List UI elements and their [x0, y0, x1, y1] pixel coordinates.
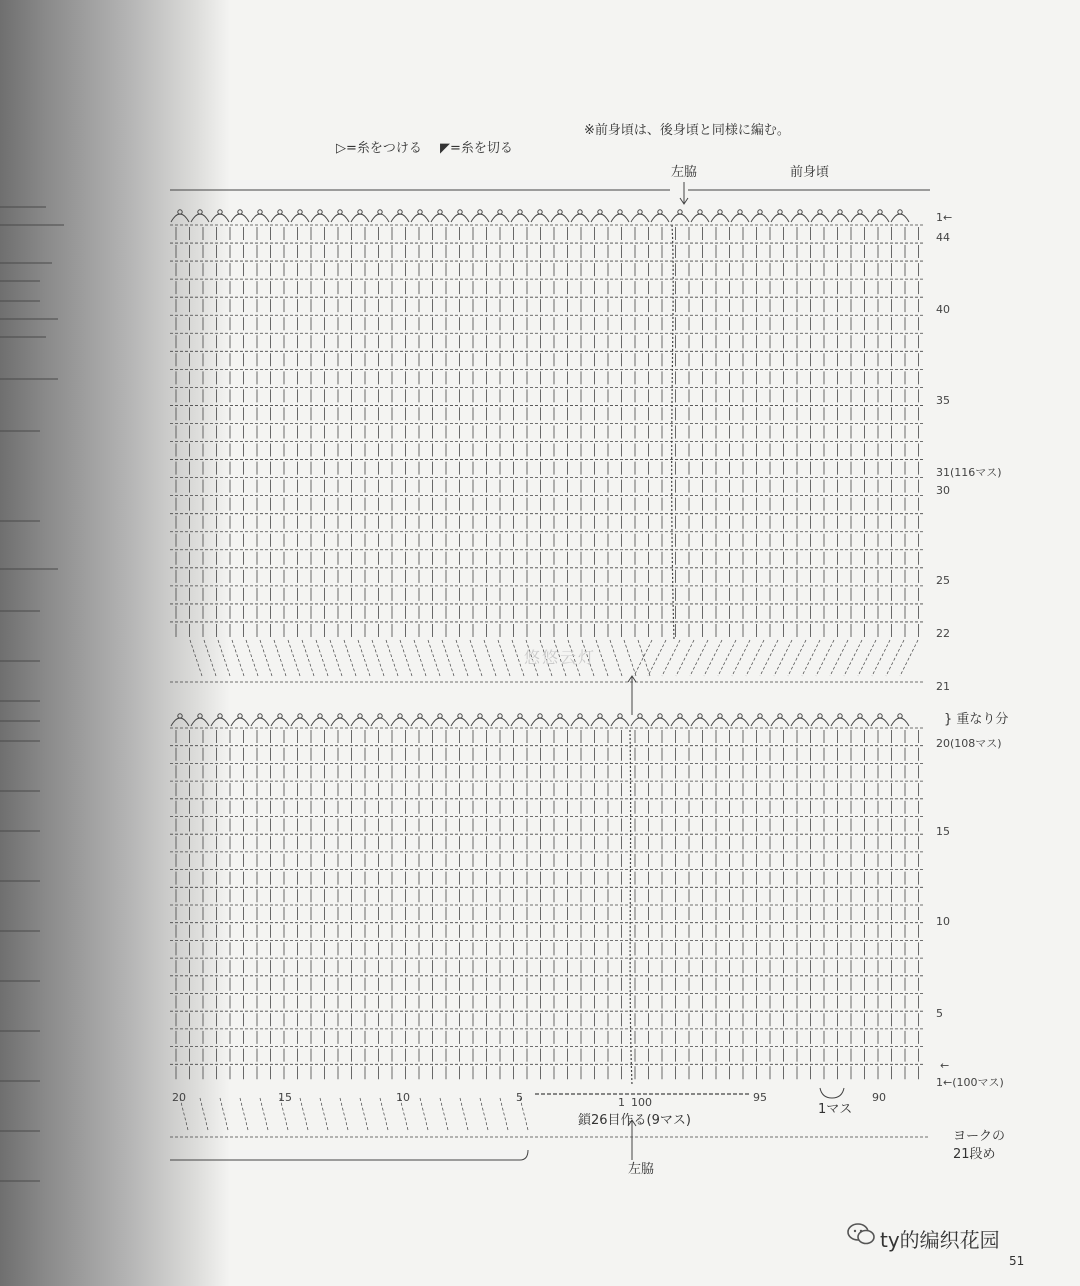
picot-dot: [898, 210, 902, 214]
picot-dot: [578, 714, 582, 718]
picot-shell: [471, 718, 489, 726]
picot-dot: [678, 714, 682, 718]
diagonal-stitch: [512, 640, 524, 676]
picot-shell: [871, 718, 889, 726]
picot-shell: [611, 214, 629, 222]
picot-dot: [198, 714, 202, 718]
footer-watermark: ty的编织花园: [880, 1228, 1000, 1252]
diagonal-stitch: [400, 640, 412, 676]
picot-shell: [691, 718, 709, 726]
diagonal-stitch: [456, 640, 468, 676]
diagonal-stitch: [610, 640, 622, 676]
diagonal-stitch: [662, 640, 680, 676]
row-label: 40: [936, 303, 950, 316]
row-label: 1←(100マス): [936, 1076, 1004, 1089]
picot-dot: [638, 210, 642, 214]
col-label: 15: [278, 1091, 292, 1104]
picot-dot: [478, 210, 482, 214]
picot-dot: [798, 210, 802, 214]
picot-dot: [278, 210, 282, 214]
picot-dot: [838, 714, 842, 718]
diagonal-stitch: [480, 1098, 488, 1130]
picot-dot: [418, 210, 422, 214]
picot-dot: [298, 714, 302, 718]
page-number: 51: [1009, 1254, 1025, 1268]
picot-shell: [451, 214, 469, 222]
picot-dot: [498, 210, 502, 214]
diagonal-stitch: [420, 1098, 428, 1130]
picot-dot: [518, 210, 522, 214]
picot-shell: [851, 718, 869, 726]
picot-dot: [858, 714, 862, 718]
col-label: 20: [172, 1091, 186, 1104]
picot-dot: [538, 714, 542, 718]
picot-dot: [238, 210, 242, 214]
picot-dot: [358, 210, 362, 214]
picot-shell: [731, 214, 749, 222]
bottom-bracket-line: [170, 1150, 528, 1160]
picot-shell: [191, 718, 209, 726]
picot-dot: [398, 714, 402, 718]
col-label: 95: [753, 1091, 767, 1104]
one-square-brace: [820, 1088, 844, 1098]
picot-shell: [711, 718, 729, 726]
picot-dot: [218, 210, 222, 214]
picot-dot: [258, 714, 262, 718]
picot-shell: [771, 718, 789, 726]
picot-shell: [571, 718, 589, 726]
top-stitch-band: [170, 225, 925, 637]
picot-shell: [311, 718, 329, 726]
one-square-label: 1マス: [818, 1102, 853, 1117]
picot-dot: [178, 714, 182, 718]
diagonal-stitch: [340, 1098, 348, 1130]
diagonal-stitch: [500, 1098, 508, 1130]
picot-shell: [651, 214, 669, 222]
picot-dot: [558, 210, 562, 214]
picot-shell: [691, 214, 709, 222]
diagonal-stitch: [316, 640, 328, 676]
left-side-top-label: 左脇: [671, 165, 698, 180]
bottom-picot-row: [171, 714, 909, 726]
diagonal-stitch: [760, 640, 778, 676]
picot-shell: [531, 214, 549, 222]
picot-shell: [671, 718, 689, 726]
row-label: 35: [936, 394, 950, 407]
picot-shell: [831, 718, 849, 726]
row-label: 10: [936, 915, 950, 928]
picot-dot: [578, 210, 582, 214]
picot-shell: [551, 214, 569, 222]
picot-dot: [878, 210, 882, 214]
diagonal-stitch: [246, 640, 258, 676]
picot-shell: [491, 214, 509, 222]
picot-dot: [438, 714, 442, 718]
picot-shell: [331, 718, 349, 726]
diagonal-stitch: [498, 640, 510, 676]
diagonal-stitch: [344, 640, 356, 676]
picot-shell: [191, 214, 209, 222]
diagonal-stitch: [218, 640, 230, 676]
diagonal-stitch: [830, 640, 848, 676]
picot-shell: [291, 214, 309, 222]
diagonal-stitch: [676, 640, 694, 676]
picot-shell: [751, 214, 769, 222]
diagonal-stitch: [470, 640, 482, 676]
picot-shell: [651, 718, 669, 726]
diagonal-stitch: [858, 640, 876, 676]
picot-shell: [251, 718, 269, 726]
picot-shell: [431, 718, 449, 726]
diagonal-stitch: [200, 1098, 208, 1130]
picot-dot: [598, 210, 602, 214]
diagonal-stitch: [844, 640, 862, 676]
col-label: 10: [396, 1091, 410, 1104]
picot-dot: [258, 210, 262, 214]
picot-dot: [678, 210, 682, 214]
col-label: 1: [618, 1096, 625, 1109]
picot-shell: [351, 718, 369, 726]
yoke-label-line2: 21段め: [953, 1147, 996, 1162]
picot-shell: [831, 214, 849, 222]
diagonal-stitch: [484, 640, 496, 676]
diagonal-stitch: [330, 640, 342, 676]
picot-dot: [458, 714, 462, 718]
picot-shell: [551, 718, 569, 726]
diagonal-stitch: [414, 640, 426, 676]
picot-dot: [318, 210, 322, 214]
picot-shell: [611, 718, 629, 726]
front-body-note: ※前身頃は、後身頃と同様に編む。: [584, 123, 790, 138]
bottom-diagonals: [180, 1098, 528, 1130]
picot-shell: [171, 718, 189, 726]
row-label: 22: [936, 627, 950, 640]
picot-shell: [891, 214, 909, 222]
picot-dot: [658, 714, 662, 718]
picot-shell: [591, 718, 609, 726]
row-label: ←: [940, 1059, 950, 1072]
diagonal-stitch: [320, 1098, 328, 1130]
diagonal-stitch: [232, 640, 244, 676]
picot-dot: [698, 714, 702, 718]
diagonal-stitch: [358, 640, 370, 676]
col-label: 100: [631, 1096, 652, 1109]
picot-shell: [871, 214, 889, 222]
legend-attach: ▷=糸をつける: [336, 141, 422, 156]
left-side-seam-top: [672, 225, 674, 640]
center-watermark: 悠悠云灯: [524, 648, 597, 667]
picot-shell: [371, 214, 389, 222]
diagonal-stitch: [802, 640, 820, 676]
picot-shell: [571, 214, 589, 222]
picot-dot: [638, 714, 642, 718]
picot-shell: [811, 214, 829, 222]
diagonal-stitch: [372, 640, 384, 676]
row-label: 25: [936, 574, 950, 587]
diagonal-stitch: [648, 640, 666, 676]
picot-dot: [438, 210, 442, 214]
picot-dot: [878, 714, 882, 718]
picot-dot: [418, 714, 422, 718]
picot-dot: [498, 714, 502, 718]
diagonal-stitch: [704, 640, 722, 676]
picot-dot: [618, 714, 622, 718]
picot-dot: [798, 714, 802, 718]
diagonal-stitch: [274, 640, 286, 676]
picot-dot: [758, 714, 762, 718]
picot-dot: [458, 210, 462, 214]
picot-dot: [538, 210, 542, 214]
picot-shell: [271, 718, 289, 726]
diagonal-stitch: [288, 640, 300, 676]
arrow-up-icon: [628, 676, 636, 715]
legend-cut: ◤=糸を切る: [440, 141, 513, 156]
picot-dot: [738, 210, 742, 214]
picot-dot: [558, 714, 562, 718]
picot-dot: [318, 714, 322, 718]
picot-dot: [778, 714, 782, 718]
diagonal-stitch: [440, 1098, 448, 1130]
attach-yarn-icon: ▷: [336, 141, 346, 156]
diagonal-stitch: [260, 1098, 268, 1130]
picot-shell: [891, 718, 909, 726]
picot-dot: [818, 714, 822, 718]
diagonal-stitch: [634, 640, 652, 676]
picot-shell: [231, 214, 249, 222]
picot-dot: [818, 210, 822, 214]
diagonal-stitch: [774, 640, 792, 676]
picot-dot: [738, 714, 742, 718]
diagonal-stitch: [788, 640, 806, 676]
picot-dot: [518, 714, 522, 718]
row-label: 44: [936, 231, 950, 244]
diagonal-stitch: [460, 1098, 468, 1130]
col-label: 90: [872, 1091, 886, 1104]
picot-dot: [338, 714, 342, 718]
picot-dot: [218, 714, 222, 718]
diagonal-stitch: [624, 640, 636, 676]
picot-shell: [791, 214, 809, 222]
picot-dot: [478, 714, 482, 718]
cut-yarn-icon: ◤: [440, 141, 450, 156]
picot-dot: [398, 210, 402, 214]
diagonal-stitch: [386, 640, 398, 676]
picot-dot: [238, 714, 242, 718]
left-side-bottom-label: 左脇: [628, 1162, 655, 1177]
diagonal-stitch: [886, 640, 904, 676]
arrow-down-icon: [680, 182, 688, 204]
picot-shell: [411, 718, 429, 726]
chain-label: 鎖26目作る(9マス): [578, 1113, 691, 1128]
diagonal-stitch: [442, 640, 454, 676]
picot-dot: [758, 210, 762, 214]
diagonal-stitch: [300, 1098, 308, 1130]
picot-dot: [858, 210, 862, 214]
picot-dot: [358, 714, 362, 718]
diagonal-stitch: [380, 1098, 388, 1130]
picot-dot: [338, 210, 342, 214]
picot-shell: [411, 214, 429, 222]
picot-dot: [778, 210, 782, 214]
picot-shell: [171, 214, 189, 222]
picot-dot: [658, 210, 662, 214]
top-picot-row: [171, 210, 909, 222]
picot-dot: [698, 210, 702, 214]
picot-dot: [618, 210, 622, 214]
picot-shell: [331, 214, 349, 222]
picot-dot: [198, 210, 202, 214]
picot-shell: [631, 214, 649, 222]
picot-shell: [791, 718, 809, 726]
diagonal-stitch: [718, 640, 736, 676]
row-label: 31(116マス): [936, 466, 1002, 479]
row-label: 5: [936, 1007, 943, 1020]
picot-shell: [491, 718, 509, 726]
picot-shell: [251, 214, 269, 222]
picot-shell: [271, 214, 289, 222]
picot-shell: [631, 718, 649, 726]
picot-dot: [378, 210, 382, 214]
col-label: 5: [516, 1091, 523, 1104]
picot-dot: [278, 714, 282, 718]
picot-shell: [211, 214, 229, 222]
picot-dot: [378, 714, 382, 718]
diagonal-stitch: [746, 640, 764, 676]
picot-shell: [451, 718, 469, 726]
diagonal-stitch: [596, 640, 608, 676]
picot-shell: [511, 718, 529, 726]
picot-shell: [731, 718, 749, 726]
diagonal-stitch: [732, 640, 750, 676]
diagonal-stitch: [204, 640, 216, 676]
picot-shell: [431, 214, 449, 222]
picot-dot: [718, 210, 722, 214]
picot-shell: [811, 718, 829, 726]
picot-dot: [718, 714, 722, 718]
picot-shell: [351, 214, 369, 222]
left-side-seam-bottom: [630, 730, 632, 1085]
picot-shell: [531, 718, 549, 726]
diagonal-stitch: [240, 1098, 248, 1130]
row-label: 21: [936, 680, 950, 693]
diagonal-stitch: [872, 640, 890, 676]
bottom-stitch-band: [170, 728, 925, 1079]
row-label: 1←: [936, 211, 953, 224]
row-label: 20(108マス): [936, 737, 1002, 750]
diagonal-stitch: [428, 640, 440, 676]
picot-shell: [471, 214, 489, 222]
picot-shell: [211, 718, 229, 726]
front-body-label: 前身頃: [790, 165, 830, 180]
picot-shell: [751, 718, 769, 726]
diagonal-stitch: [190, 640, 202, 676]
picot-dot: [598, 714, 602, 718]
picot-dot: [838, 210, 842, 214]
picot-shell: [391, 718, 409, 726]
diagonal-stitch: [260, 640, 272, 676]
picot-dot: [178, 210, 182, 214]
picot-dot: [898, 714, 902, 718]
row-label: 30: [936, 484, 950, 497]
yoke-label-line1: ヨークの: [953, 1129, 1006, 1144]
picot-shell: [231, 718, 249, 726]
diagonal-stitch: [220, 1098, 228, 1130]
diagonal-stitch: [638, 640, 650, 676]
row-label: 15: [936, 825, 950, 838]
picot-shell: [311, 214, 329, 222]
diagonal-stitch: [816, 640, 834, 676]
picot-shell: [291, 718, 309, 726]
picot-shell: [511, 214, 529, 222]
diagonal-stitch: [360, 1098, 368, 1130]
overlap-label: } 重なり分: [944, 712, 1009, 727]
picot-dot: [298, 210, 302, 214]
picot-shell: [771, 214, 789, 222]
diagonal-stitch: [900, 640, 918, 676]
diagonal-stitch: [690, 640, 708, 676]
picot-shell: [711, 214, 729, 222]
picot-shell: [671, 214, 689, 222]
picot-shell: [371, 718, 389, 726]
picot-shell: [851, 214, 869, 222]
picot-shell: [591, 214, 609, 222]
wechat-icon: [846, 1222, 876, 1246]
picot-shell: [391, 214, 409, 222]
diagonal-stitch: [302, 640, 314, 676]
